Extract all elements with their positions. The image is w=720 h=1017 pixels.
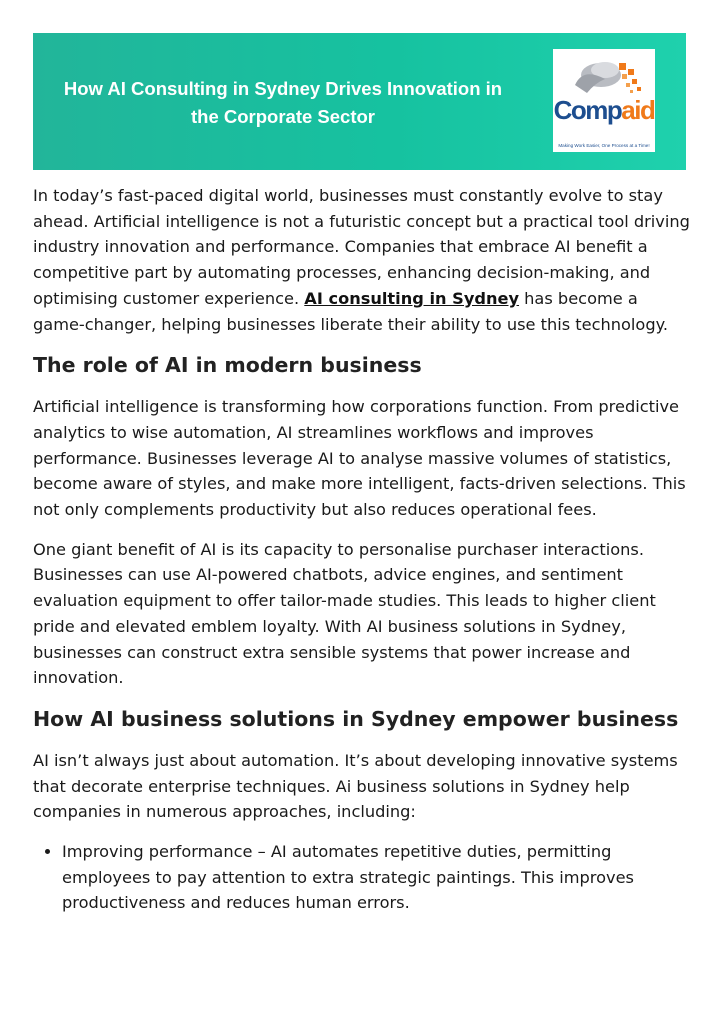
ai-consulting-link[interactable]: AI consulting in Sydney [304,288,520,308]
company-logo [553,49,655,152]
intro-paragraph [33,183,693,337]
logo-tagline: Making Work Easier, One Process at a Time! [558,143,650,148]
page-title-line-2: the Corporate Sector [190,106,375,127]
intro-text-before: In today’s fast-paced digital world, businesses must constantly evolve to stay ahead. Artificial intelligence is not a futuristic concept but a practical tool driving industry innovation and performance. Companies that embrace AI benefit a competitive part by automating processes, enhancing decision-making, and optimising customer experience. [33,186,690,308]
benefits-list [33,839,693,916]
logo-word-part-1: Comp [553,95,622,125]
logo-word-part-2: aid [621,95,655,125]
page-title [33,75,533,131]
list-item: • Improving performance – AI automates repetitive duties, permitting employees to pay attention to extra strategic paintings. This improves productiveness and reduces human errors. [62,839,693,916]
section-heading-ai-solutions: How AI business solutions in Sydney empower business [33,706,679,731]
logo-wordmark [553,95,655,125]
page-title-line-1: How AI Consulting in Sydney Drives Innovation in [63,78,503,99]
intro-text-after: has become a game-changer, helping businesses liberate their ability to use this technology. [33,288,669,334]
section2-paragraph-1: AI isn’t always just about automation. It’s about developing innovative systems that decorate enterprise techniques. Ai business solutions in Sydney help companies in numerous approaches, including: [33,750,678,822]
header-banner [33,33,686,170]
article-body [33,183,693,916]
section-heading-role-of-ai: The role of AI in modern business [33,353,422,378]
section1-paragraph-1: Artificial intelligence is transforming how corporations function. From predictive analytics to wise automation, AI streamlines workflows and improves performance. Businesses leverage AI to analyse massive volumes of statistics, become aware of styles, and make more intelligent, facts-driven selections. This not only complements productivity but also reduces operational fees. [33,397,686,520]
section1-paragraph-2: One giant benefit of AI is its capacity to personalise purchaser interactions. Businesses can use AI-powered chatbots, advice engines, and sentiment evaluation equipment to offer tailor-made studies. This leads to higher client pride and elevated emblem loyalty. With AI business solutions in Sydney, businesses can construct extra sensible systems that power increase and innovation. [33,539,656,688]
